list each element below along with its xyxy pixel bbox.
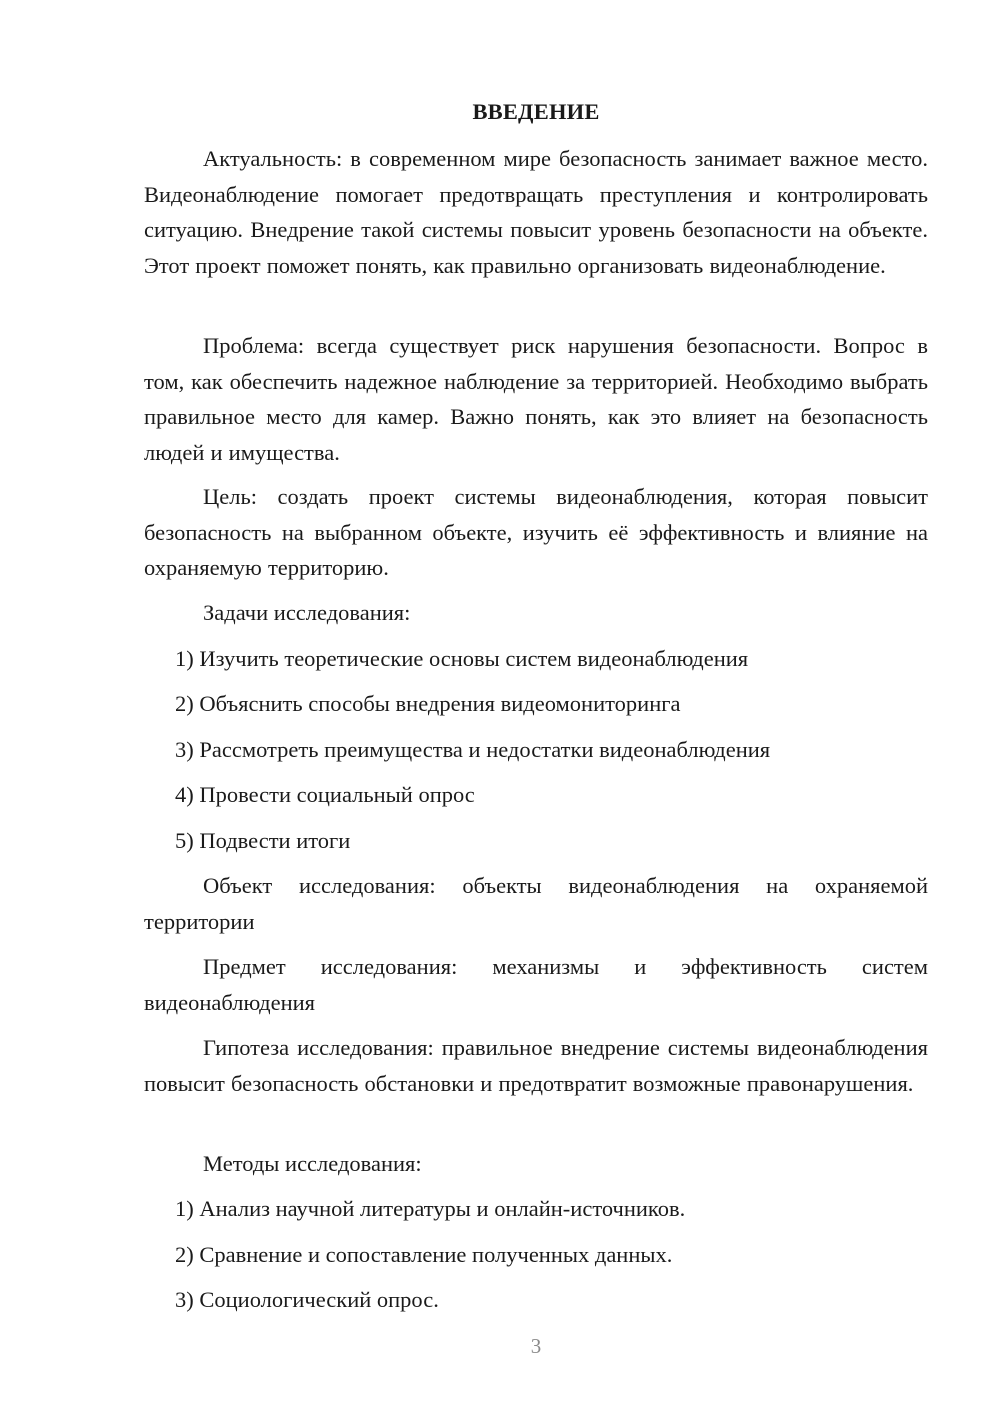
problem-paragraph: Проблема: всегда существует риск нарушения безопасности. Вопрос в том, как обеспечить надежное наблюдение за территорией. Необходимо выбрать правильное место для камер. Важно понять, как это влияет на безопасность людей и имущества. [144, 333, 928, 465]
list-item: 1) Изучить теоретические основы систем видеонаблюдения [175, 646, 749, 671]
relevance-paragraph: Актуальность: в современном мире безопасность занимает важное место. Видеонаблюдение помогает предотвращать преступления и контролировать ситуацию. Внедрение такой системы повысит уровень безопасности на объекте. Этот проект поможет понять, как правильно организовать видеонаблюдение. [144, 146, 928, 278]
object-paragraph: Объект исследования: объекты видеонаблюдения на охраняемой территории [144, 873, 928, 934]
list-item: 2) Сравнение и сопоставление полученных данных. [175, 1242, 673, 1267]
subject-paragraph: Предмет исследования: механизмы и эффективность систем видеонаблюдения [144, 954, 928, 1015]
list-item: 1) Анализ научной литературы и онлайн-источников. [175, 1196, 686, 1221]
list-item: 3) Рассмотреть преимущества и недостатки видеонаблюдения [175, 737, 771, 762]
list-item: 4) Провести социальный опрос [175, 782, 475, 807]
list-item: 3) Социологический опрос. [175, 1287, 439, 1312]
methods-label: Методы исследования: [203, 1151, 422, 1176]
list-item: 2) Объяснить способы внедрения видеомониторинга [175, 691, 681, 716]
tasks-label: Задачи исследования: [203, 600, 411, 625]
goal-paragraph: Цель: создать проект системы видеонаблюдения, которая повысит безопасность на выбранном объекте, изучить её эффективность и влияние на охраняемую территорию. [144, 484, 928, 580]
section-heading: ВВЕДЕНИЕ [472, 99, 600, 124]
list-item: 5) Подвести итоги [175, 828, 351, 853]
hypothesis-paragraph: Гипотеза исследования: правильное внедрение системы видеонаблюдения повысит безопасность обстановки и предотвратит возможные правонарушения. [144, 1035, 928, 1096]
page-number: 3 [530, 1334, 542, 1358]
